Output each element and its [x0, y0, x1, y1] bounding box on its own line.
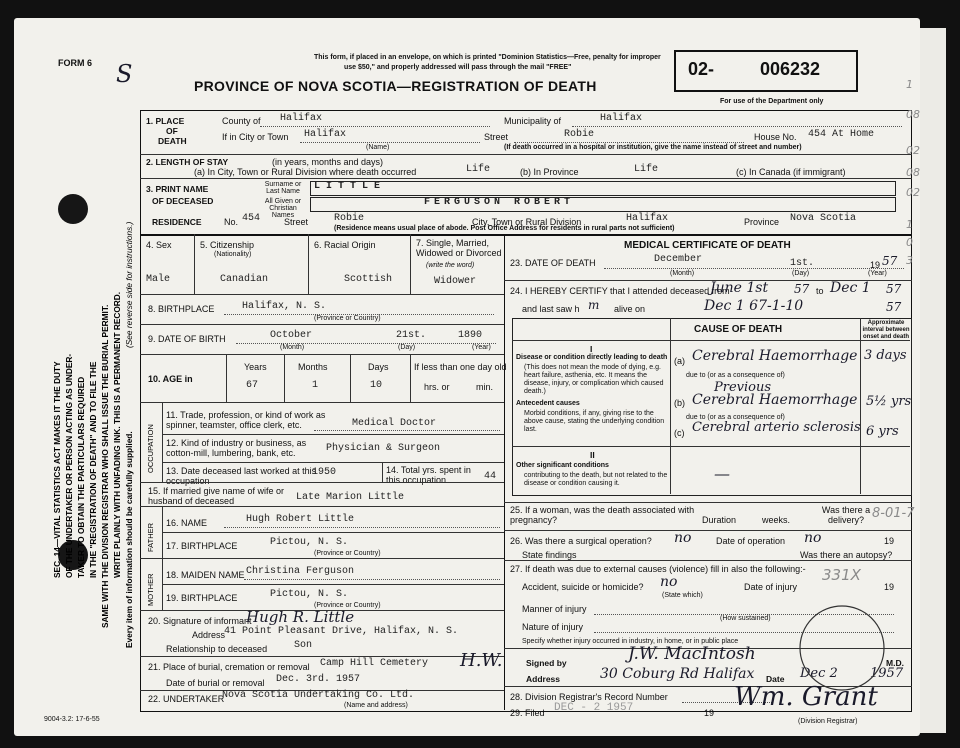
rule: [140, 178, 912, 179]
department-use-caption: For use of the Department only: [720, 98, 824, 105]
attended-from-year: 57: [794, 282, 810, 296]
rule: [140, 506, 504, 507]
spouse-value: Late Marion Little: [296, 492, 405, 503]
nature-label: Nature of injury: [522, 622, 584, 632]
rule: [162, 532, 504, 533]
side-instruction-3: TAKER TO OBTAIN THE PARTICULARS REQUIRED: [76, 376, 86, 578]
residence-no-label: No.: [224, 217, 239, 227]
side-instruction-2: OF THE UNDERTAKER OR PERSON ACTING AS UNDER-: [64, 353, 74, 578]
county-value: Halifax: [280, 113, 323, 124]
house-label: House No.: [754, 132, 797, 142]
dob-label: 9. DATE OF BIRTH: [148, 334, 226, 344]
physician-signature: J.W. MacIntosh: [628, 644, 756, 664]
length-of-stay-sub: (in years, months and days): [272, 157, 384, 167]
rule: [224, 527, 500, 528]
date-of-death-label: 23. DATE OF DEATH: [510, 258, 596, 268]
residence-city-label: City, Town or Rural Division: [472, 217, 582, 227]
cause-b: Cerebral Haemorrhage: [692, 392, 858, 408]
trade-value: Medical Doctor: [352, 418, 437, 429]
father-name-label: 16. NAME: [166, 518, 208, 528]
citizenship-value: Canadian: [220, 274, 269, 285]
immediate-cause-sub: (This does not mean the mode of dying, e.g. heart failure, asthenia, etc. It means the disease, injury, or complication which caused death.): [524, 364, 664, 395]
father-name-value: Hugh Robert Little: [246, 514, 355, 525]
roman-two: II: [590, 450, 595, 460]
rule: [410, 354, 411, 402]
mailing-note-line-2: use $50," and properly addressed will pass through the mail "FREE": [344, 64, 572, 71]
last-saw-label: and last saw h: [522, 304, 580, 314]
residence-note: (Residence means usual place of abode. Post Office Address for residents in rural parts not sufficient): [334, 225, 675, 232]
margin-code-7: 0: [906, 236, 913, 249]
filed-stamp: DEC - 2 1957: [554, 702, 634, 714]
pregnancy-pencil-code: 8-01-7: [872, 506, 915, 521]
father-birthplace-value: Pictou, N. S.: [270, 537, 349, 548]
marital-status-value: Widower: [434, 276, 477, 287]
cause-b-label: (b): [674, 398, 685, 408]
rule: [236, 343, 496, 344]
rule: [504, 560, 912, 561]
date-of-death-day: 1st.: [790, 258, 815, 269]
burial-place-value: Camp Hill Cemetery: [320, 658, 429, 669]
rule: [140, 482, 504, 483]
injury-date-label: Date of injury: [744, 582, 798, 592]
father-birthplace-label: 17. BIRTHPLACE: [166, 541, 238, 551]
date-of-death-year: 57: [882, 254, 898, 268]
other-conditions-label: Other significant conditions: [516, 462, 609, 469]
attended-to-year: 57: [886, 282, 902, 296]
undertaker-value: Nova Scotia Undertaking Co. Ltd.: [222, 690, 415, 701]
cause-c: Cerebral arterio sclerosis: [692, 420, 861, 435]
place-of-death-label-2: OF: [166, 126, 178, 136]
cause-c-label: (c): [674, 428, 685, 438]
registrar-signature: Wm. Grant: [734, 682, 878, 712]
dod-month-caption: (Month): [670, 270, 695, 277]
given-names-value: FERGUSON ROBERT: [424, 197, 575, 208]
surgery-question: 26. Was there a surgical operation?: [510, 536, 652, 546]
specify-place-note: Specify whether injury occurred in industry, in home, or in public place: [522, 638, 739, 645]
stay-canada-label: (c) In Canada (if immigrant): [736, 167, 846, 177]
rule: [382, 462, 383, 482]
surname-box: [310, 181, 896, 196]
county-label: County of: [222, 116, 261, 126]
mother-birthplace-label: 19. BIRTHPLACE: [166, 593, 238, 603]
last-saw-m: m: [588, 298, 600, 312]
stay-province-value: Life: [634, 164, 659, 175]
father-birthplace-caption: (Province or Country): [314, 550, 381, 557]
physician-address-value: 30 Coburg Rd Halifax: [600, 666, 755, 682]
margin-code-1: 1: [906, 78, 913, 91]
surname-caption: Surname or Last Name: [264, 181, 302, 195]
stay-province-label: (b) In Province: [520, 167, 579, 177]
rule: [314, 430, 500, 431]
signed-date-value: Dec 2: [800, 666, 838, 681]
cause-b-prefix: Previous: [714, 380, 772, 395]
age-months: 1: [312, 380, 319, 391]
margin-code-8: 3: [906, 254, 913, 267]
birthplace-caption: (Province or Country): [314, 315, 381, 322]
rule: [162, 402, 163, 482]
attended-to: Dec 1: [830, 280, 871, 296]
racial-origin-label: 6. Racial Origin: [314, 240, 376, 250]
age-months-label: Months: [298, 362, 328, 372]
form-number: FORM 6: [58, 58, 93, 68]
form-title: PROVINCE OF NOVA SCOTIA—REGISTRATION OF DEATH: [194, 78, 597, 94]
municipality-label: Municipality of: [504, 116, 562, 126]
relationship-value: Son: [294, 640, 313, 651]
rule: [140, 154, 912, 155]
other-conditions-dash: —: [714, 464, 730, 483]
dod-year-caption: (Year): [868, 270, 887, 277]
interval-b: 5½ yrs: [866, 394, 912, 409]
last-worked-label: 13. Date deceased last worked at this occupation: [166, 466, 317, 486]
dob-month-caption: (Month): [280, 344, 305, 351]
dob-year: 1890: [458, 330, 483, 341]
rule: [504, 530, 912, 531]
informant-signature-label: 20. Signature of informant: [148, 616, 252, 626]
spouse-label: 15. If married give name of wife or husband of deceased: [148, 486, 285, 506]
margin-code-5: 02: [906, 186, 920, 199]
delivery-question: Was there a delivery?: [821, 505, 871, 525]
rule: [140, 354, 504, 355]
external-causes-question: 27. If death was due to external causes (violence) fill in also the following:-: [510, 564, 806, 574]
last-seen-date: Dec 1 67-1-10: [704, 298, 804, 314]
punch-hole-top: [58, 194, 88, 224]
rule: [512, 446, 910, 447]
rule: [410, 234, 411, 294]
cause-a: Cerebral Haemorrhage: [692, 348, 858, 364]
accident-label: Accident, suicide or homicide?: [522, 582, 644, 592]
industry-label: 12. Kind of industry or business, as cotton-mill, lumbering, bank, etc.: [166, 438, 307, 458]
residence-city-value: Halifax: [626, 213, 669, 224]
mother-birthplace-caption: (Province or Country): [314, 602, 381, 609]
autopsy-question: Was there an autopsy?: [800, 550, 893, 560]
rule: [260, 126, 490, 127]
pregnancy-weeks-label: weeks.: [762, 515, 791, 525]
trade-label: 11. Trade, profession, or kind of work as spinner, teamster, office clerk, etc.: [166, 410, 326, 430]
signed-date-label: Date: [766, 674, 785, 684]
interval-header: Approximate interval between onset and death: [862, 320, 910, 340]
given-names-caption: All Given or Christian Names: [264, 198, 302, 219]
external-cause-pencil-code: 331X: [822, 566, 861, 584]
margin-code-4: 08: [906, 166, 920, 179]
registrar-record-label: 28. Division Registrar's Record Number: [510, 692, 668, 702]
rule: [162, 462, 504, 463]
operation-year-prefix: 19: [884, 536, 895, 546]
rule: [226, 354, 227, 402]
hospital-note: (If death occurred in a hospital or institution, give the name instead of street and number): [504, 144, 802, 151]
page-edge: [920, 28, 946, 733]
informant-address-label: Address: [192, 630, 226, 640]
rule: [504, 234, 505, 710]
dob-year-caption: (Year): [472, 344, 491, 351]
dob-day-caption: (Day): [398, 344, 416, 351]
informant-address-value: 41 Point Pleasant Drive, Halifax, N. S.: [224, 626, 459, 637]
attended-from: June 1st: [710, 280, 769, 296]
length-of-stay-label: 2. LENGTH OF STAY: [146, 157, 229, 167]
hrs-label: hrs. or: [424, 382, 450, 392]
state-which-caption: (State which): [662, 592, 703, 599]
immediate-cause-label: Disease or condition directly leading to death: [516, 354, 668, 361]
informant-signature: Hugh R. Little: [246, 608, 355, 626]
manner-label: Manner of injury: [522, 604, 587, 614]
rule: [350, 354, 351, 402]
side-instruction-4: IN THE "REGISTRATION OF DEATH" AND TO FILE THE: [88, 361, 98, 578]
mother-birthplace-value: Pictou, N. S.: [270, 589, 349, 600]
dob-month: October: [270, 330, 313, 341]
rule: [504, 502, 912, 503]
street-label: Street: [484, 132, 509, 142]
injury-year-prefix: 19: [884, 582, 895, 592]
age-days-label: Days: [368, 362, 389, 372]
date-of-death-year-prefix: 19: [870, 260, 881, 270]
rule: [244, 579, 500, 580]
cause-of-death-header: CAUSE OF DEATH: [694, 324, 783, 335]
signed-date-year: 1957: [870, 666, 904, 681]
rule: [300, 142, 480, 143]
antecedent-label: Antecedent causes: [516, 400, 580, 407]
rule: [284, 354, 285, 402]
side-instruction-8: (See reverse side for instructions.): [124, 221, 134, 348]
rule: [308, 234, 309, 294]
due-to-a: due to (or as a consequence of): [686, 372, 785, 379]
interval-c: 6 yrs: [866, 424, 899, 439]
interval-a: 3 days: [864, 348, 907, 363]
municipality-value: Halifax: [600, 113, 643, 124]
father-side-label: FATHER: [146, 522, 155, 552]
filed-label: 29. Filed: [510, 708, 545, 718]
physician-address-label: Address: [526, 674, 561, 684]
less-than-day-label: If less than one day old: [414, 362, 507, 372]
due-to-b: due to (or as a consequence of): [686, 414, 785, 421]
accident-value: no: [660, 574, 678, 590]
of-deceased-label: OF DECEASED: [152, 196, 214, 206]
house-value: 454 At Home: [808, 129, 875, 140]
other-conditions-sub: contributing to the death, but not related to the disease or condition causing it.: [524, 472, 668, 487]
residence-street-label: Street: [284, 217, 309, 227]
sex-value: Male: [146, 274, 171, 285]
city-label: If in City or Town: [222, 132, 289, 142]
rule: [162, 434, 504, 435]
death-registration-form: [14, 18, 920, 736]
relationship-label: Relationship to deceased: [166, 644, 268, 654]
last-seen-year: 57: [886, 300, 902, 314]
rule: [140, 234, 912, 236]
mailing-note-line-1: This form, if placed in an envelope, on which is printed "Dominion Statistics—Free, penalty for improper: [314, 54, 661, 61]
racial-origin-value: Scottish: [344, 274, 393, 285]
printer-code: 9004-3.2: 17-6-55: [44, 716, 100, 723]
rule: [140, 402, 504, 403]
residence-label: RESIDENCE: [152, 217, 202, 227]
birthplace-value: Halifax, N. S.: [242, 301, 327, 312]
roman-one: I: [590, 344, 593, 354]
given-names-box: [310, 197, 896, 212]
pregnancy-question: 25. If a woman, was the death associated with pregnancy?: [510, 505, 695, 525]
side-instruction-6: WRITE PLAINLY WITH UNFADING INK. THIS IS A PERMANENT RECORD.: [112, 291, 122, 578]
margin-code-3: 02: [906, 144, 920, 157]
how-sustained-caption: (How sustained): [720, 615, 771, 622]
stay-city-value: Life: [466, 164, 491, 175]
burial-date-value: Dec. 3rd. 1957: [276, 674, 361, 685]
burial-handwritten-initials: H.W.: [460, 650, 503, 671]
rule: [860, 318, 861, 494]
rule: [140, 324, 504, 325]
citizenship-label: 5. Citizenship: [200, 240, 255, 250]
md-label: M.D.: [886, 658, 904, 668]
age-label: 10. AGE in: [148, 374, 193, 384]
mother-name-label: 18. MAIDEN NAME: [166, 570, 245, 580]
rule: [572, 126, 902, 127]
residence-province-value: Nova Scotia: [790, 213, 857, 224]
to-label: to: [816, 286, 824, 296]
alive-on-label: alive on: [614, 304, 646, 314]
rule: [670, 318, 671, 494]
registration-number-box: [674, 50, 858, 92]
cause-a-label: (a): [674, 356, 685, 366]
place-of-death-label-3: DEATH: [158, 136, 187, 146]
side-instruction-1: SEC. 14—VITAL STATISTICS ACT MAKES IT THE DUTY: [52, 361, 62, 578]
dob-day: 21st.: [396, 330, 427, 341]
rule: [514, 142, 744, 143]
rule: [604, 268, 904, 269]
total-years-value: 44: [484, 471, 497, 482]
division-registrar-caption: (Division Registrar): [798, 718, 858, 725]
marital-status-label: 7. Single, Married, Widowed or Divorced: [416, 238, 502, 258]
age-days: 10: [370, 380, 383, 391]
sex-label: 4. Sex: [146, 240, 172, 250]
antecedent-sub: Morbid conditions, if any, giving rise to the above cause, stating the underlying condition last.: [524, 410, 665, 433]
signed-by-label: Signed by: [526, 658, 567, 668]
surname-value: LITTLE: [314, 181, 387, 192]
occupation-side-label: OCCUPATION: [146, 424, 155, 473]
pregnancy-duration-label: Duration: [702, 515, 737, 525]
stay-city-label: (a) In City, Town or Rural Division where death occurred: [194, 167, 417, 177]
state-findings-label: State findings: [522, 550, 577, 560]
margin-code-2: 08: [906, 108, 920, 121]
operation-date-value: no: [804, 530, 822, 546]
undertaker-label: 22. UNDERTAKER: [148, 694, 225, 704]
margin-handwritten-mark: S: [116, 60, 133, 88]
undertaker-caption: (Name and address): [344, 702, 408, 709]
burial-date-label: Date of burial or removal: [166, 678, 265, 688]
filed-year-prefix: 19: [704, 708, 715, 718]
surgery-answer: no: [674, 530, 692, 546]
citizenship-sub: (Nationality): [214, 251, 252, 258]
burial-place-label: 21. Place of burial, cremation or removal: [148, 662, 310, 672]
medical-certificate-header: MEDICAL CERTIFICATE OF DEATH: [624, 240, 791, 251]
name-caption: (Name): [366, 144, 390, 151]
residence-street-value: Robie: [334, 213, 365, 224]
rule: [140, 656, 504, 657]
rule: [140, 558, 504, 559]
street-value: Robie: [564, 129, 595, 140]
age-years-label: Years: [244, 362, 267, 372]
date-of-death-month: December: [654, 254, 703, 265]
birthplace-label: 8. BIRTHPLACE: [148, 304, 215, 314]
mother-name-value: Christina Ferguson: [246, 566, 355, 577]
registration-number: 006232: [760, 59, 821, 79]
city-value: Halifax: [304, 129, 347, 140]
dod-day-caption: (Day): [792, 270, 810, 277]
certify-label: 24. I HEREBY CERTIFY that I attended deceased from: [510, 286, 730, 296]
age-years: 67: [246, 380, 259, 391]
rule: [162, 584, 504, 585]
residence-no-value: 454: [242, 213, 261, 224]
mother-side-label: MOTHER: [146, 573, 155, 606]
rule: [194, 234, 195, 294]
min-label: min.: [476, 382, 494, 392]
rule: [140, 294, 504, 295]
residence-province-label: Province: [744, 217, 780, 227]
registration-prefix: 02-: [688, 59, 715, 79]
industry-value: Physician & Surgeon: [326, 443, 441, 454]
side-instruction-5: SAME WITH THE DIVISION REGISTRAR WHO SHALL ISSUE THE BURIAL PERMIT.: [100, 304, 110, 628]
marital-status-sub: (write the word): [426, 262, 475, 269]
total-years-label: 14. Total yrs. spent in this occupation: [386, 465, 471, 485]
operation-date-label: Date of operation: [716, 536, 786, 546]
margin-code-6: 1: [906, 218, 913, 231]
print-name-label: 3. PRINT NAME: [146, 184, 209, 194]
place-of-death-label: 1. PLACE: [146, 116, 185, 126]
last-worked-value: 1950: [312, 467, 337, 478]
side-instruction-7: Every item of information should be carefully supplied.: [124, 431, 134, 648]
rule: [512, 340, 910, 341]
